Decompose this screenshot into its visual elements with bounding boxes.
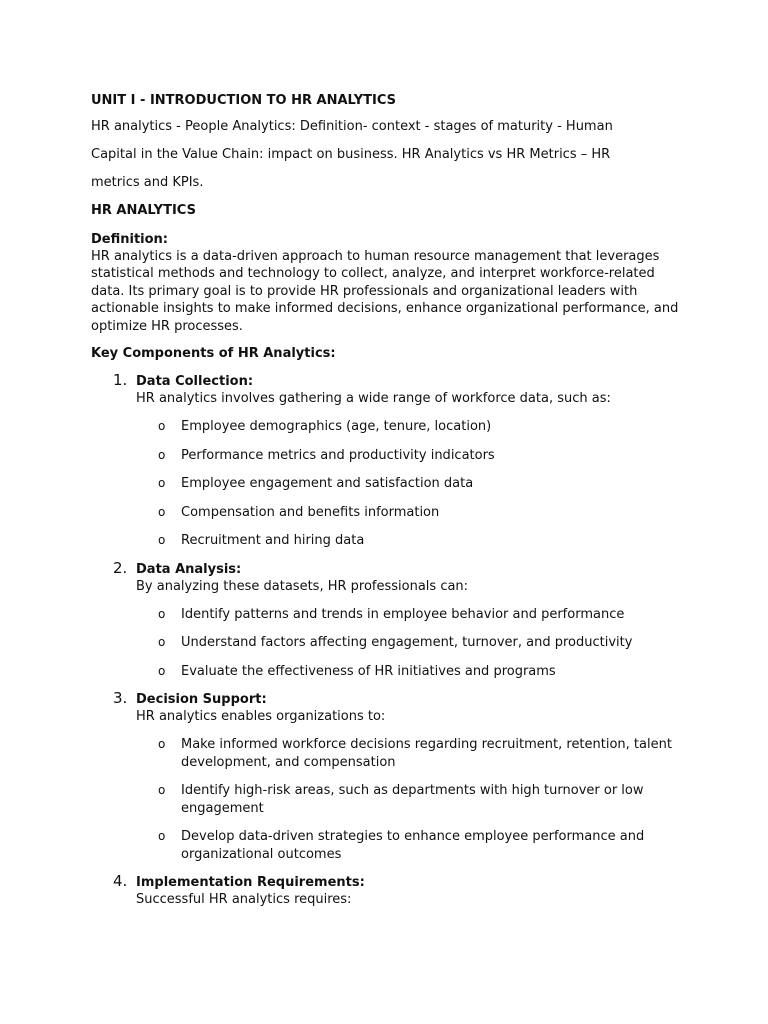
intro-line-3: metrics and KPIs. [91, 175, 204, 190]
bullet-icon: o [158, 606, 166, 621]
list-item-text: Make informed workforce decisions regarding recruitment, retention, talent development, and compensation [181, 737, 672, 770]
component-item [91, 691, 691, 863]
list-item-text: Develop data-driven strategies to enhance employee performance and organizational outcomes [181, 829, 645, 862]
bullet-icon: o [158, 829, 166, 844]
component-item [91, 558, 691, 681]
definition-text: HR analytics is a data-driven approach to human resource management that leverages statistical methods and technology to collect, analyze, and interpret workforce-related data. Its primary goal is to provide HR professionals and organizational leaders with actionable insights to make informed decisions, enhance organizational performance, and optimize HR processes. [91, 249, 679, 334]
bullet-icon: o [158, 783, 166, 798]
component-title: Implementation Requirements: [136, 875, 365, 891]
list-item-text: Identify high-risk areas, such as departments with high turnover or low engagement [181, 783, 644, 816]
component-title: Data Collection: [136, 374, 254, 390]
list-item [136, 418, 691, 436]
list-item-text: Recruitment and hiring data [181, 533, 365, 549]
component-sub-list [136, 606, 691, 681]
key-components-heading: Key Components of HR Analytics: [91, 346, 336, 362]
list-item-text: Performance metrics and productivity indicators [181, 447, 495, 463]
component-body: HR analytics involves gathering a wide range of workforce data, such as: [136, 391, 611, 407]
list-item [136, 736, 691, 771]
component-sub-list [136, 418, 691, 550]
component-number: 3. [113, 689, 128, 708]
bullet-icon: o [158, 663, 166, 678]
list-item [136, 606, 691, 624]
intro-line-2: Capital in the Value Chain: impact on business. HR Analytics vs HR Metrics – HR [91, 147, 611, 162]
list-item-text: Evaluate the effectiveness of HR initiatives and programs [181, 663, 556, 679]
list-item [136, 634, 691, 652]
bullet-icon: o [158, 419, 166, 434]
component-body: HR analytics enables organizations to: [136, 709, 386, 725]
bullet-icon: o [158, 476, 166, 491]
components-list [91, 373, 691, 909]
component-sub-list [136, 736, 691, 863]
bullet-icon: o [158, 504, 166, 519]
bullet-icon: o [158, 737, 166, 752]
list-item-text: Identify patterns and trends in employee behavior and performance [181, 606, 625, 622]
list-item-text: Employee demographics (age, tenure, location) [181, 419, 492, 435]
list-item [136, 447, 691, 465]
bullet-icon: o [158, 635, 166, 650]
component-number: 2. [113, 558, 128, 577]
list-item [136, 782, 691, 817]
definition-heading: Definition: [91, 232, 169, 247]
component-item [91, 373, 691, 550]
list-item-text: Compensation and benefits information [181, 504, 440, 520]
component-item [91, 874, 691, 909]
list-item [136, 475, 691, 493]
list-item-text: Understand factors affecting engagement, turnover, and productivity [181, 635, 633, 651]
list-item [136, 504, 691, 522]
component-number: 4. [113, 872, 128, 891]
bullet-icon: o [158, 447, 166, 462]
document-page [91, 92, 691, 919]
list-item-text: Employee engagement and satisfaction data [181, 476, 474, 492]
component-title: Data Analysis: [136, 561, 242, 577]
intro-line-1: HR analytics - People Analytics: Definition- context - stages of maturity - Human [91, 119, 613, 134]
list-item [136, 663, 691, 681]
list-item [136, 828, 691, 863]
unit-title: UNIT I - INTRODUCTION TO HR ANALYTICS [91, 93, 397, 108]
bullet-icon: o [158, 533, 166, 548]
component-body: Successful HR analytics requires: [136, 892, 352, 908]
list-item [136, 532, 691, 550]
section-heading: HR ANALYTICS [91, 203, 196, 218]
component-body: By analyzing these datasets, HR professionals can: [136, 578, 469, 594]
component-number: 1. [113, 371, 128, 390]
component-title: Decision Support: [136, 692, 267, 708]
